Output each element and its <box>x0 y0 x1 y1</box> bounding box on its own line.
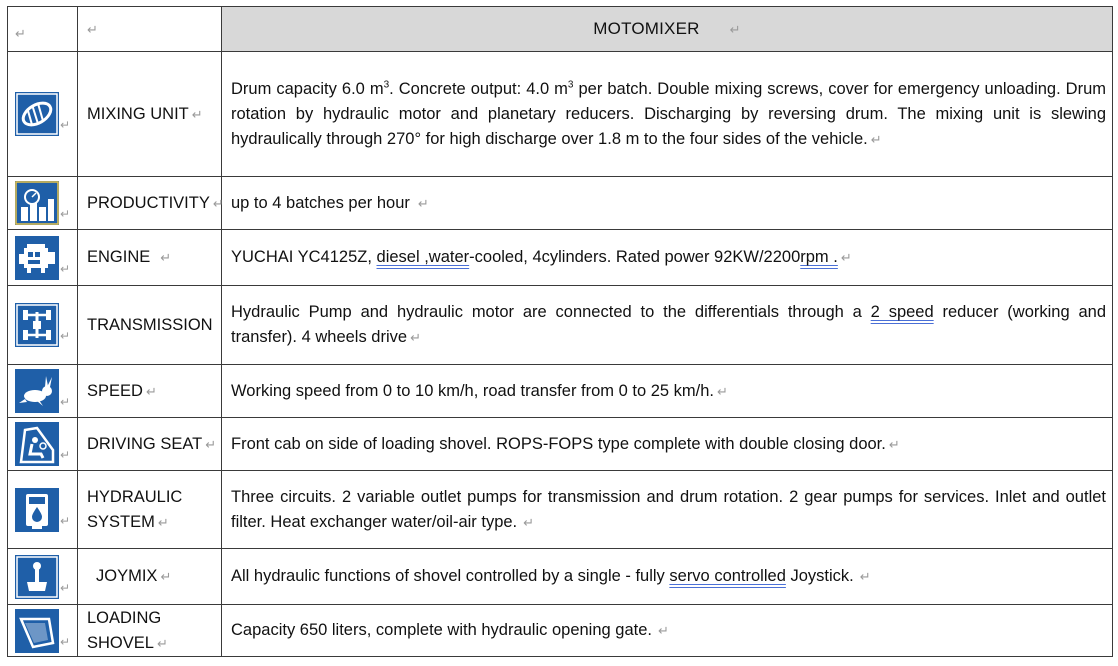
icon-cell <box>8 286 78 365</box>
desc-text: per batch. Double mixing screws, cover for emergency unloading. Drum rotation by hydraulic motor and planetary reducers. Discharging by reversing drum. The mixing unit is slewing hydraulically through 270° for high discharge over 1.8 m to the four sides of the vehicle. <box>231 79 1107 148</box>
table-row <box>8 605 1113 657</box>
table-row <box>8 52 1113 177</box>
row-label: JOYMIX <box>96 567 158 585</box>
grammar-underlined-text: rpm . <box>800 248 838 266</box>
row-description: up to 4 batches per hour ↵ <box>222 177 1113 230</box>
row-description: YUCHAI YC4125Z, diesel ,water-cooled, 4cylinders. Rated power 92KW/2200rpm . ↵ <box>222 230 1113 286</box>
icon-cell <box>8 230 78 286</box>
desc-text: reducer (working and transfer). 4 wheels drive <box>231 303 1107 346</box>
return-mark: ↵ <box>15 26 26 41</box>
table-row <box>8 549 1113 605</box>
row-label-cell: DRIVING SEAT ↵ <box>78 418 222 471</box>
icon-cell <box>8 365 78 418</box>
row-label: ENGINE <box>87 248 151 266</box>
row-label-cell: PRODUCTIVITY ↵ <box>78 177 222 230</box>
hydraulic-system-icon: ↵ <box>15 488 59 532</box>
page-title: MOTOMIXER <box>593 19 700 38</box>
desc-text: Capacity 650 liters, complete with hydraulic opening gate. <box>231 621 652 639</box>
superscript: 3 <box>383 79 390 90</box>
engine-icon: ↵ <box>15 236 59 280</box>
table-row <box>8 418 1113 471</box>
driving-seat-icon: ↵ <box>15 422 59 466</box>
loading-shovel-icon: ↵ <box>15 609 59 653</box>
productivity-gauge-icon: ↵ <box>15 181 59 225</box>
icon-cell <box>8 177 78 230</box>
desc-text: Three circuits. 2 variable outlet pumps for transmission and drum rotation. 2 gear pumps for services. Inlet and outlet filter. Heat exchanger water/oil-air type. <box>231 487 1106 531</box>
row-label-cell: LOADING SHOVEL ↵ <box>78 605 222 657</box>
row-label-cell: MIXING UNIT ↵ <box>78 52 222 177</box>
desc-text: Drum capacity 6.0 m <box>231 79 384 98</box>
row-description: Drum capacity 6.0 $m^3$. Concrete output: 4.0 $m^3$ per batch. Double mixing screws, cover for emergency unloading. Drum rotation by hydraulic motor and planetary reducers. Discharging by reversing drum. The mixing unit is slewing hydraulically through 270° for high discharge over 1.8 m to the four sides of the vehicle. ↵ <box>222 52 1113 177</box>
row-label: TRANSMISSION <box>87 315 213 334</box>
desc-text: . Concrete output: 4.0 m <box>389 79 568 98</box>
grammar-underlined-text: diesel ,water <box>376 248 470 266</box>
row-label: MIXING UNIT <box>87 104 189 123</box>
table-row <box>8 177 1113 230</box>
table-row <box>8 286 1113 365</box>
row-description: Hydraulic Pump and hydraulic motor are connected to the differentials through a 2 speed reducer (working and transfer). 4 wheels drive ↵ <box>222 286 1113 365</box>
table-row <box>8 230 1113 286</box>
icon-cell <box>8 549 78 605</box>
desc-text: up to 4 batches per hour <box>231 193 410 212</box>
row-label-cell: JOYMIX ↵ <box>78 549 222 605</box>
spec-table <box>7 6 1113 657</box>
icon-cell <box>8 52 78 177</box>
row-description: Capacity 650 liters, complete with hydraulic opening gate. ↵ <box>222 605 1113 657</box>
row-label-line: LOADING <box>87 608 162 627</box>
header-label-cell <box>78 7 222 52</box>
row-label-cell: HYDRAULIC SYSTEM ↵ <box>78 471 222 549</box>
transmission-icon: ↵ <box>15 303 59 347</box>
row-description: Front cab on side of loading shovel. ROPS-FOPS type complete with double closing door. ↵ <box>222 418 1113 471</box>
desc-text: Hydraulic Pump and hydraulic motor are connected to the differentials through a <box>231 303 871 321</box>
table-row <box>8 471 1113 549</box>
row-label-line: SHOVEL <box>87 633 154 652</box>
desc-text: Joystick. <box>785 567 854 585</box>
desc-text: YUCHAI YC4125Z, <box>231 248 377 266</box>
grammar-underlined-text: servo controlled <box>669 567 786 585</box>
row-label-cell <box>78 286 222 365</box>
joystick-icon: ↵ <box>15 555 59 599</box>
icon-cell <box>8 418 78 471</box>
row-label: PRODUCTIVITY <box>87 193 210 212</box>
header-icon-cell <box>8 7 78 52</box>
desc-text: Working speed from 0 to 10 km/h, road transfer from 0 to 25 km/h. <box>231 381 714 400</box>
row-label-line: HYDRAULIC <box>87 487 183 506</box>
grammar-underlined-text: 2 speed <box>870 303 934 321</box>
superscript: 3 <box>567 79 574 90</box>
row-description: Working speed from 0 to 10 km/h, road transfer from 0 to 25 km/h. ↵ <box>222 365 1113 418</box>
row-description: Three circuits. 2 variable outlet pumps for transmission and drum rotation. 2 gear pumps for services. Inlet and outlet filter. Heat exchanger water/oil-air type. ↵ <box>222 471 1113 549</box>
icon-cell <box>8 605 78 657</box>
header-title-cell <box>222 7 1113 52</box>
row-label: DRIVING SEAT <box>87 434 203 453</box>
desc-text: All hydraulic functions of shovel controlled by a single - fully <box>231 567 670 585</box>
desc-text: -cooled, 4cylinders. Rated power 92KW/2200 <box>469 248 801 266</box>
desc-text: Front cab on side of loading shovel. ROPS-FOPS type complete with double closing door. <box>231 434 886 453</box>
icon-cell <box>8 471 78 549</box>
header-row <box>8 7 1113 52</box>
row-description: All hydraulic functions of shovel controlled by a single - fully servo controlled Joystick. ↵ <box>222 549 1113 605</box>
row-label-line: SYSTEM <box>87 512 155 531</box>
speed-rabbit-icon: ↵ <box>15 369 59 413</box>
row-label: SPEED <box>87 381 143 400</box>
return-mark: ↵ <box>87 21 98 37</box>
row-label-cell: ENGINE ↵ <box>78 230 222 286</box>
row-label-cell: SPEED ↵ <box>78 365 222 418</box>
mixer-drum-icon: ↵ <box>15 92 59 136</box>
return-mark: ↵ <box>729 22 741 37</box>
table-row <box>8 365 1113 418</box>
